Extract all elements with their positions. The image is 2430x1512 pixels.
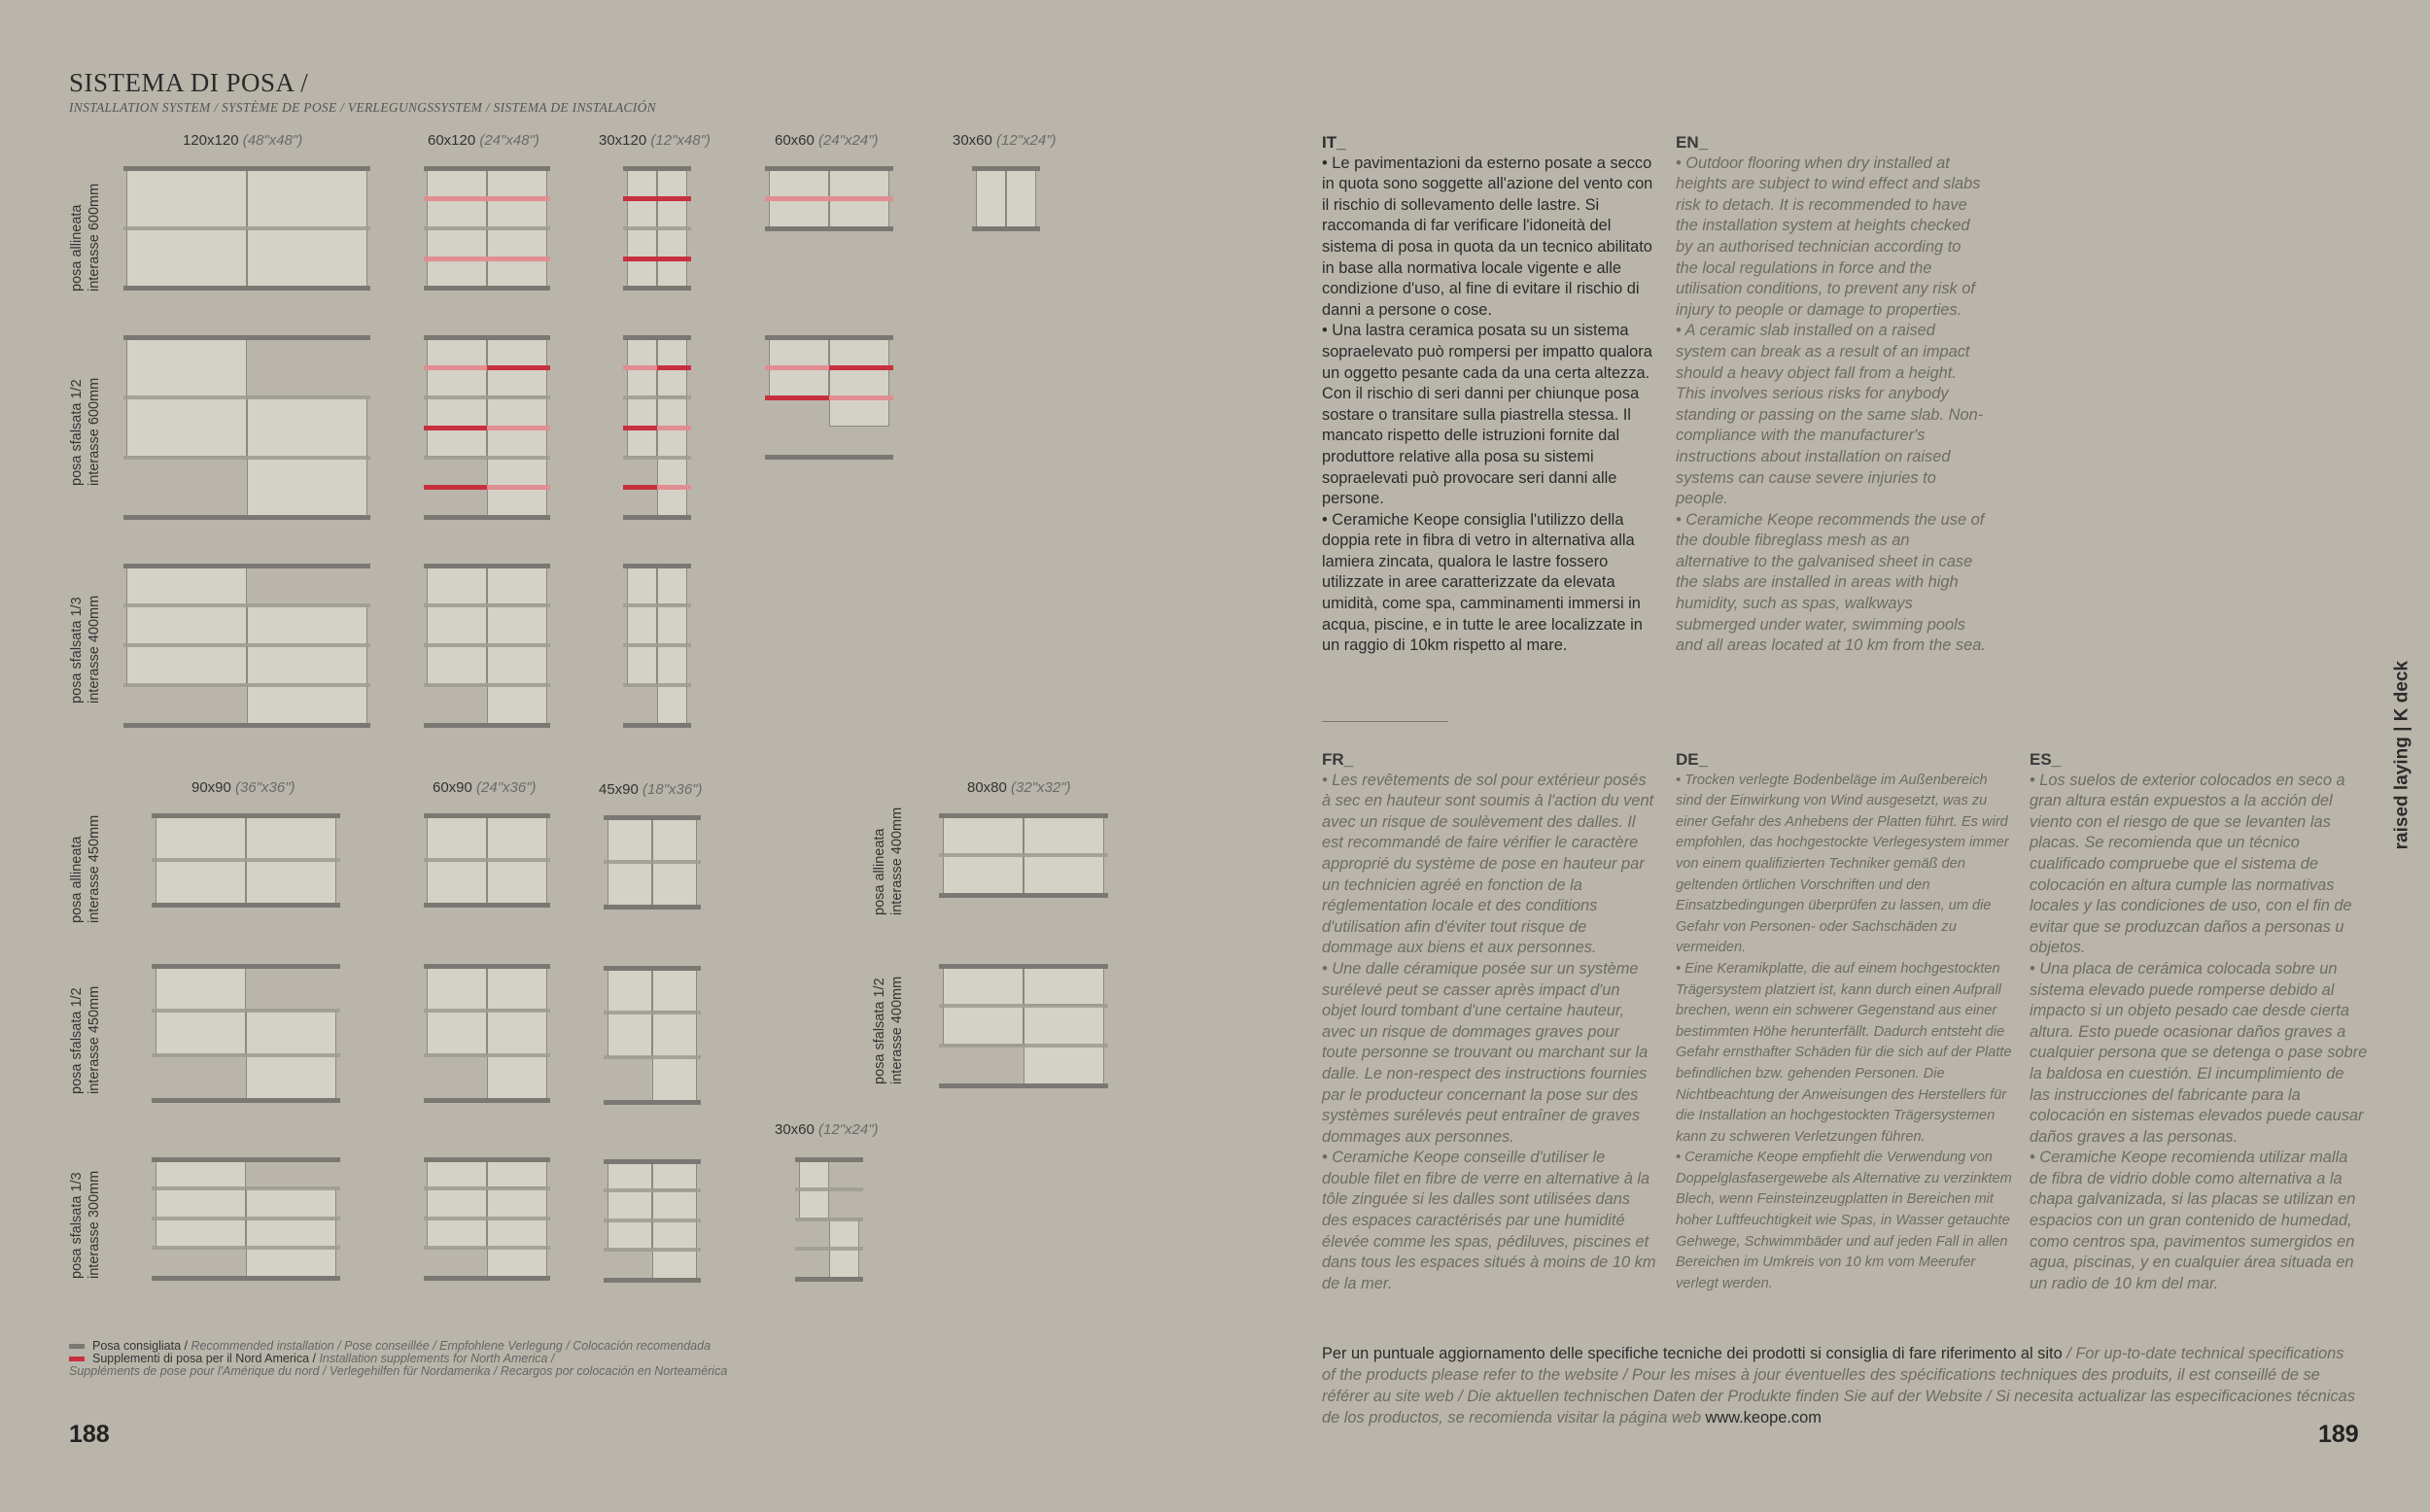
size-label-60x60: 60x60 (24"x24") xyxy=(775,132,879,149)
row-label-aligned-450: posa allineata interasse 450mm xyxy=(69,814,102,923)
page-number-right: 189 xyxy=(2318,1421,2359,1448)
lang-header-it: IT_ xyxy=(1322,133,1346,152)
text-column-fr: FR_ • Les revêtements de sol pour extérieur posés à sec en hauteur sont soumis à l'action du vent avec un risque de soulèvement des dalles. Il est recommandé de faire vérifier le caractère approprié du système de pose en hauteur par un technicien agréé en fonction de la réglementation locale et des conditions d'utilisation afin d'éviter tout risque de dommage aux biens et aux personnes. • Une dalle céramique posée sur un système surélevé peut se casser après impact d'un objet lourd tombant d'une certaine hauteur, avec un risque de dommages graves pour toute personne se trouvant ou marchant sur la dalle. Le non-respect des instructions fournies par le producteur concernant la pose sur des systèmes surélevés peut entraîner de graves dommages aux personnes. • Ceramiche Keope conseille d'utiliser le double filet en fibre de verre en alternative à la tôle zinguée si les dalles sont utilisées dans des espaces caractérisés par une humidité élevée comme les spas, pédiluves, piscines et dans tous les espaces situés à moins de 10 km de la mer. xyxy=(1322,750,1656,1292)
size-label-30x60-bottom: 30x60 (12"x24") xyxy=(775,1121,879,1138)
row-label-offset-third-300: posa sfalsata 1/3 interasse 300mm xyxy=(69,1170,102,1279)
website-link[interactable]: www.keope.com xyxy=(1705,1409,1822,1426)
lang-header-en: EN_ xyxy=(1676,133,1709,152)
size-label-45x90: 45x90 (18"x36") xyxy=(599,781,703,798)
row-label-offset-third-400: posa sfalsata 1/3 interasse 400mm xyxy=(69,595,102,704)
size-label-120x120: 120x120 (48"x48") xyxy=(183,132,303,149)
legend-swatch-grey xyxy=(69,1344,85,1349)
row-label-offset-half-600: posa sfalsata 1/2 interasse 600mm xyxy=(69,377,102,486)
row-label-offset-half-450: posa sfalsata 1/2 interasse 450mm xyxy=(69,985,102,1094)
size-label-80x80: 80x80 (32"x32") xyxy=(967,779,1071,796)
side-section-label: raised laying | K deck xyxy=(2391,661,2412,850)
legend-swatch-red xyxy=(69,1357,85,1361)
text-column-it: IT_ • Le pavimentazioni da esterno posate a secco in quota sono soggette all'azione del vento con il rischio di sollevamento delle lastre. Si raccomanda di far verificare l'idoneità del sistema di posa in quota da un tecnico abilitato in base alla normativa locale vigente e alle condizione d'uso, al fine di evitare il rischio di danni a persone o cose. • Una lastra ceramica posata su un sistema sopraelevato può rompersi per impatto qualora un oggetto pesante cada da una certa altezza. Con il rischio di seri danni per chiunque posa sostare o transitare sulla piastrella stessa. Il mancato rispetto delle istruzioni fornite dal produttore relative alla posa su sistemi sopraelevati può provocare seri danni alle persone. • Ceramiche Keope consiglia l'utilizzo della doppia rete in fibra di vetro in alternativa alla lamiera zincata, qualora le lastre fossero utilizzate in aree caratterizzate da elevata umidità, come spa, camminamenti immersi in acqua, piscine, e in tutte le aree localizzate in un raggio di 10km rispetto al mare. xyxy=(1322,132,1656,657)
page-title: SISTEMA DI POSA / xyxy=(69,68,309,97)
lang-header-fr: FR_ xyxy=(1322,750,1354,769)
row-label-aligned-400: posa allineata interasse 400mm xyxy=(872,807,905,915)
legend-north-america-translations: Suppléments de pose pour l'Amérique du nord / Verlegehilfen für Nordamerika / Recargos por colocación en Norteamérica xyxy=(69,1364,728,1378)
text-column-en: EN_ • Outdoor flooring when dry installed at heights are subject to wind effect and slabs risk to detach. It is recommended to have the installation system at heights checked by an authorised technician according to the local regulations in force and the utilisation conditions, to prevent any risk of injury to people or damage to properties. • A ceramic slab installed on a raised system can break as a result of an impact should a heavy object fall from a height. This involves serious risks for anybody standing or passing on the same slab. Non-compliance with the manufacturer's instructions about installation on raised systems can cause severe injuries to people. • Ceramiche Keope recommends the use of the double fibreglass mesh as an alternative to the galvanised sheet in case the slabs are installed in areas with high humidity, such as spas, walkways submerged under water, swimming pools and all areas located at 10 km from the sea. xyxy=(1676,133,1986,655)
text-column-es: ES_ • Los suelos de exterior colocados en seco a gran altura están expuestos a la acción del viento con el riesgo de que se levanten las placas. Se recomienda que un técnico cualificado compruebe que el sistema de colocación en altura cumple las normativas locales y las condiciones de uso, con el fin de evitar que se produzcan daños a personas u objetos. • Una placa de cerámica colocada sobre un sistema elevado puede romperse debido al impacto si un objeto pesado cae desde cierta altura. Esto puede ocasionar daños graves a cualquier persona que se detenga o pase sobre la baldosa en cuestión. El incumplimiento de las instrucciones del fabricante para la colocación en sistemas elevados puede causar daños graves a las personas. • Ceramiche Keope recomienda utilizar malla de fibra de vidrio doble como alternativa a la chapa galvanizada, si las placas se utilizan en espacios con un gran contenido de humedad, como centros spa, pavimentos sumergidos en agua, piscinas, y en cualquier área situada en un radio de 10 km del mar. xyxy=(2030,750,2368,1292)
page-number-left: 188 xyxy=(69,1421,110,1448)
lang-header-de: DE_ xyxy=(1676,750,1709,769)
size-label-60x120: 60x120 (24"x48") xyxy=(428,132,539,149)
lang-header-es: ES_ xyxy=(2030,750,2062,769)
size-label-60x90: 60x90 (24"x36") xyxy=(433,779,537,796)
section-divider xyxy=(1322,721,1448,722)
row-label-aligned-600: posa allineata interasse 600mm xyxy=(69,183,102,292)
legend-north-america: Supplementi di posa per il Nord America / Installation supplements for North America / xyxy=(69,1352,554,1365)
text-column-de: DE_ • Trocken verlegte Bodenbeläge im Außenbereich sind der Einwirkung von Wind ausgesetzt, was zu einer Gefahr des Anhebens der Platten führt. Es wird empfohlen, das hochgestockte Verlegesystem immer von einem qualifizierten Techniker gemäß den geltenden örtlichen Vorschriften und den Einsatzbedingungen überprüfen zu lassen, um die Gefahr von Personen- oder Sachschäden zu vermeiden. • Eine Keramikplatte, die auf einem hochgestockten Trägersystem platziert ist, kann durch einen Aufprall brechen, wenn ein schwerer Gegenstand aus einer bestimmten Höhe herunterfällt. Dadurch entsteht die Gefahr ernsthafter Schäden für die sich auf der Platte befindlichen bzw. gehenden Personen. Die Nichtbeachtung der Anweisungen des Herstellers für die Installation an hochgestockten Trägersystemen kann zu schweren Verletzungen führen. • Ceramiche Keope empfiehlt die Verwendung von Doppelglasfasergewebe als Alternative zu verzinktem Blech, wenn Feinsteinzeugplatten in Bereichen mit hoher Luftfeuchtigkeit wie Spas, in Wasser getauchte Gehwege, Schwimmbäder und auf jeden Fall in allen Bereichen im Umkreis von 10 km vom Meerufer verlegt werden. xyxy=(1676,749,2014,1294)
footer-note: Per un puntuale aggiornamento delle specifiche tecniche dei prodotti si consiglia di fare riferimento al sito / For up-to-date technical specifications of the products please refer to the website / Pour les mises à jour éventuelles des spécifications techniques des produits, il est conseillé de se référer au site web / Die aktuellen technischen Daten der Produkte finden Sie auf der Website / Si necesita actualizar las especificaciones técnicas de los productos, se recomienda visitar la página web www.keope.com xyxy=(1322,1345,2355,1426)
page-subtitle: INSTALLATION SYSTEM / SYSTÈME DE POSE / VERLEGUNGSSYSTEM / SISTEMA DE INSTALACIÓN xyxy=(69,100,656,115)
size-label-30x60: 30x60 (12"x24") xyxy=(953,132,1057,149)
size-label-90x90: 90x90 (36"x36") xyxy=(191,779,295,796)
row-label-offset-half-400: posa sfalsata 1/2 interasse 400mm xyxy=(872,976,905,1084)
size-label-30x120: 30x120 (12"x48") xyxy=(599,132,711,149)
legend-recommended: Posa consigliata / Recommended installation / Pose conseillée / Empfohlene Verlegung / Colocación recomendada xyxy=(69,1339,711,1353)
